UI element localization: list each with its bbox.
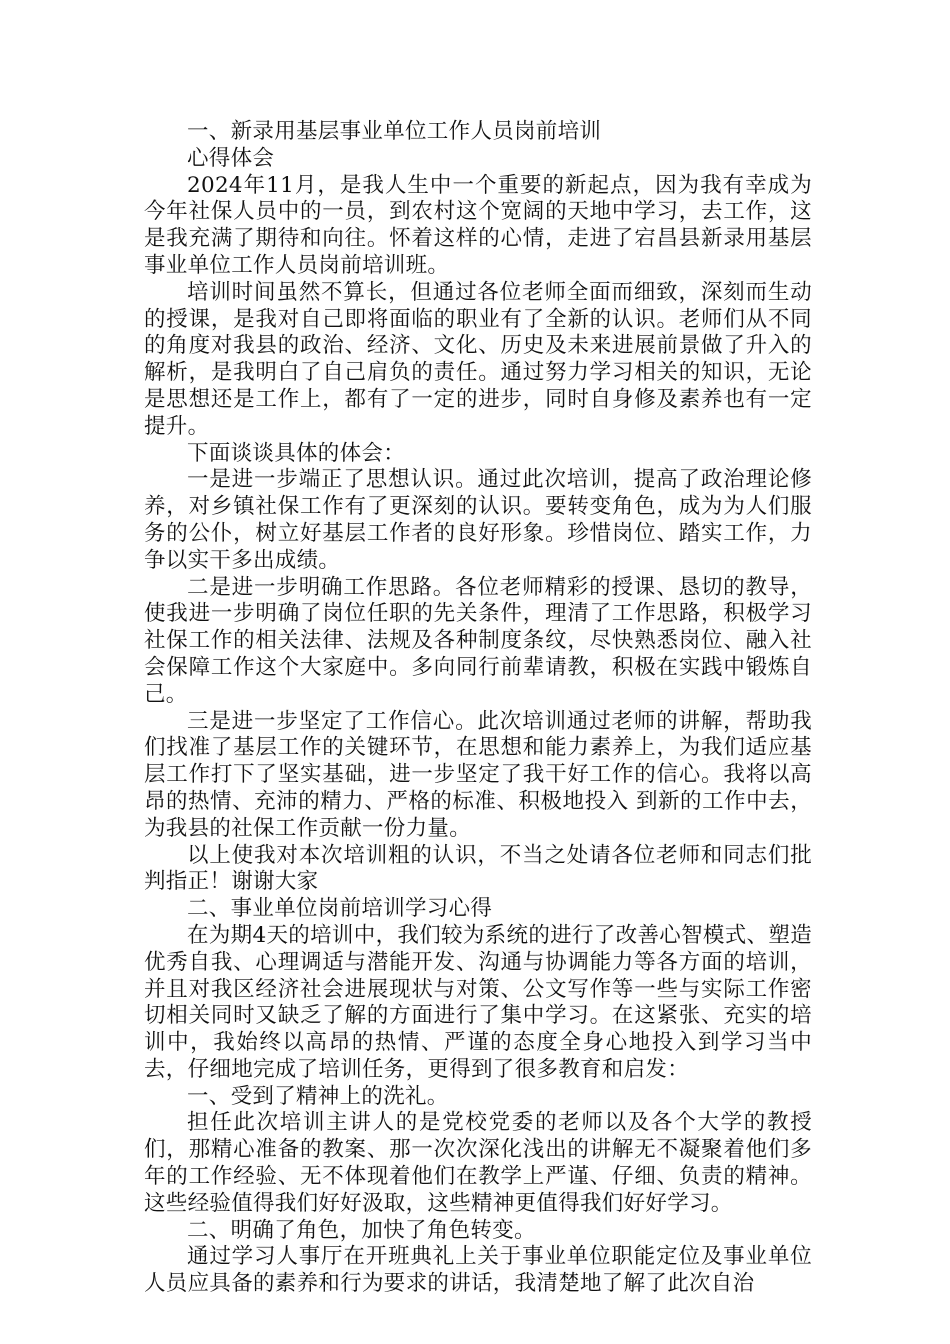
paragraph: 培训时间虽然不算长，但通过各位老师全面而细致，深刻而生动的授课，是我对自己即将面临的职业有了全新的认识。老师们从不同的角度对我县的政治、经济、文化、历史及未来进展前景做了升入的解析，是我明白了自己肩负的责任。通过努力学习相关的知识，无论是思想还是工作上，都有了一定的进步，同时自身修及素养也有一定提升。 xyxy=(144,279,812,439)
section-heading-2: 二、事业单位岗前培训学习心得 xyxy=(187,896,493,922)
paragraph: 下面谈谈具体的体会： xyxy=(187,440,406,466)
section-subtitle-1: 心得体会 xyxy=(187,145,275,171)
subheading: 一、受到了精神上的洗礼。 xyxy=(187,1083,449,1109)
paragraph: 三是进一步坚定了工作信心。此次培训通过老师的讲解，帮助我们找准了基层工作的关键环节，在思想和能力素养上，为我们适应基层工作打下了坚实基础，进一步坚定了我干好工作的信心。我将以高昂的热情、充沛的精力、严格的标准、积极地投入 到新的工作中去，为我县的社保工作贡献一份力量。 xyxy=(144,708,812,841)
paragraph: 2024年11月，是我人生中一个重要的新起点，因为我有幸成为今年社保人员中的一员，到农村这个宽阔的天地中学习，去工作，这是我充满了期待和向往。怀着这样的心情，走进了宕昌县新录用基层事业单位工作人员岗前培训班。 xyxy=(144,172,812,278)
paragraph: 一是进一步端正了思想认识。通过此次培训，提高了政治理论修养，对乡镇社保工作有了更深刻的认识。要转变角色，成为为人们服务的公仆，树立好基层工作者的良好形象。珍惜岗位、踏实工作，力争以实干多出成绩。 xyxy=(144,467,812,573)
section-heading-1: 一、新录用基层事业单位工作人员岗前培训 xyxy=(187,119,602,144)
paragraph: 在为期4天的培训中，我们较为系统的进行了改善心智模式、塑造优秀自我、心理调适与潜能开发、沟通与协调能力等各方面的培训，并且对我区经济社会进展现状与对策、公文写作等一些与实际工作密切相关同时又缺乏了解的方面进行了集中学习。在这紧张、充实的培训中，我始终以高昂的热情、严谨的态度全身心地投入到学习当中去，仔细地完成了培训任务，更得到了很多教育和启发： xyxy=(144,922,812,1082)
paragraph: 通过学习人事厅在开班典礼上关于事业单位职能定位及事业单位人员应具备的素养和行为要求的讲话，我清楚地了解了此次自治 xyxy=(144,1244,812,1297)
document-body xyxy=(144,119,812,1298)
paragraph: 担任此次培训主讲人的是党校党委的老师以及各个大学的教授们，那精心准备的教案、那一次次深化浅出的讲解无不凝聚着他们多年的工作经验、无不体现着他们在教学上严谨、仔细、负责的精神。这些经验值得我们好好汲取，这些精神更值得我们好好学习。 xyxy=(144,1110,812,1216)
paragraph: 以上使我对本次培训粗的认识，不当之处请各位老师和同志们批判指正！谢谢大家 xyxy=(144,842,812,895)
paragraph: 二是进一步明确工作思路。各位老师精彩的授课、恳切的教导，使我进一步明确了岗位任职的先关条件，理清了工作思路，积极学习社保工作的相关法律、法规及各种制度条纹，尽快熟悉岗位、融入社会保障工作这个大家庭中。多向同行前辈请教，积极在实践中锻炼自己。 xyxy=(144,574,812,707)
subheading: 二、明确了角色，加快了角色转变。 xyxy=(187,1217,536,1243)
